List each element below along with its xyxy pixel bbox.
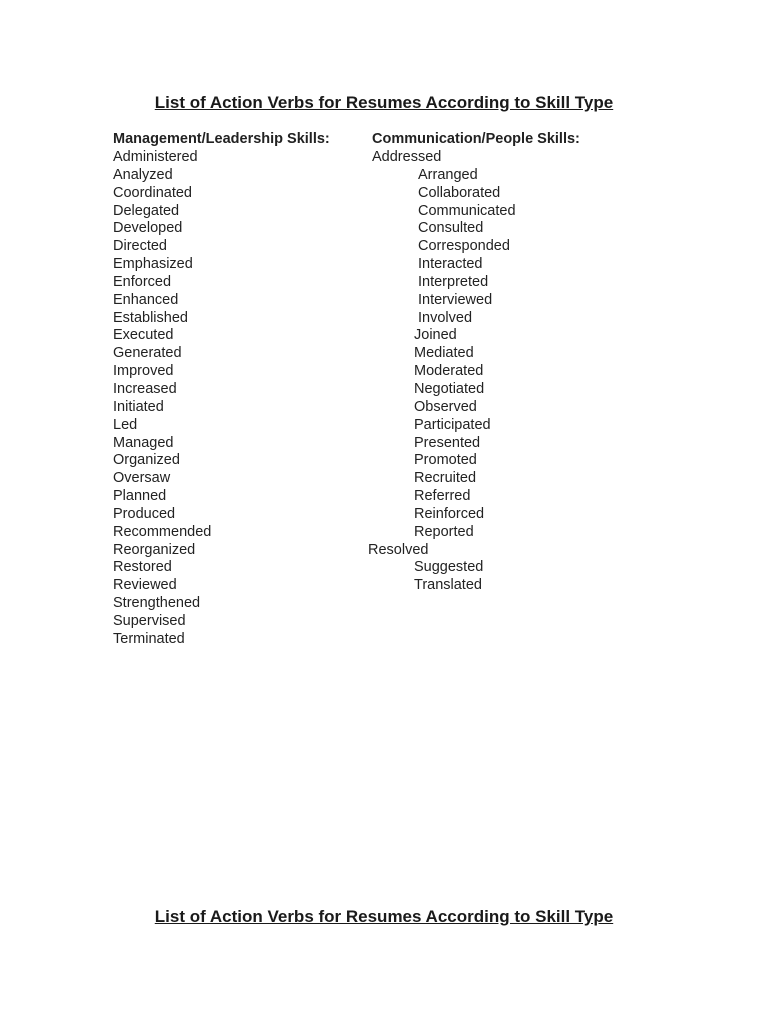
list-item: Administered: [113, 149, 198, 165]
list-item: Generated: [113, 345, 182, 362]
list-item: Resolved: [368, 541, 429, 558]
list-item: Developed: [113, 220, 183, 237]
management-verb-list: [113, 149, 330, 649]
list-item: Reinforced: [414, 505, 485, 522]
list-item: Led: [113, 416, 138, 433]
list-item: Interviewed: [418, 291, 493, 308]
list-item: Moderated: [414, 363, 484, 380]
list-item: Increased: [113, 380, 177, 397]
list-item: Coordinated: [113, 184, 192, 201]
list-item: Consulted: [418, 220, 484, 237]
list-item: Terminated: [113, 630, 185, 647]
list-item: Enhanced: [113, 291, 179, 308]
list-item: Translated: [414, 577, 482, 594]
list-item: Executed: [113, 327, 174, 344]
page-title-repeat: List of Action Verbs for Resumes According to Skill Type: [154, 907, 614, 926]
list-item: Involved: [418, 309, 473, 326]
list-item: Arranged: [418, 166, 478, 183]
list-item: Organized: [113, 452, 180, 469]
list-item: Corresponded: [418, 238, 510, 255]
list-item: Reviewed: [113, 577, 177, 594]
list-item: Recruited: [414, 470, 477, 487]
list-item: Planned: [113, 488, 167, 505]
management-skills-heading: Management/Leadership Skills:: [113, 131, 330, 147]
list-item: Mediated: [414, 345, 474, 362]
list-item: Enforced: [113, 273, 172, 290]
list-item: Observed: [414, 398, 477, 415]
list-item: Reorganized: [113, 541, 196, 558]
list-item: Managed: [113, 434, 174, 451]
list-item: Referred: [414, 488, 471, 505]
list-item: Promoted: [414, 452, 477, 469]
list-item: Negotiated: [414, 380, 485, 397]
list-item: Produced: [113, 505, 176, 522]
management-skills-column: [113, 130, 330, 649]
list-item: Communicated: [418, 202, 516, 219]
list-item: Interpreted: [418, 273, 489, 290]
communication-skills-heading: Communication/People Skills:: [372, 131, 580, 147]
list-item: Reported: [414, 523, 474, 540]
list-item: Oversaw: [113, 470, 171, 487]
list-item: Improved: [113, 363, 174, 380]
page-title: List of Action Verbs for Resumes According to Skill Type: [154, 93, 614, 112]
list-item: Strengthened: [113, 595, 201, 612]
list-item: Analyzed: [113, 166, 173, 183]
list-item: Collaborated: [418, 184, 501, 201]
list-item: Established: [113, 309, 188, 326]
list-item: Interacted: [418, 256, 483, 273]
list-item: Initiated: [113, 398, 164, 415]
list-item: Suggested: [414, 559, 484, 576]
list-item: Emphasized: [113, 256, 193, 273]
list-item: Supervised: [113, 612, 186, 629]
list-item: Participated: [414, 416, 491, 433]
list-item: Presented: [414, 434, 481, 451]
list-item: Joined: [414, 327, 457, 344]
list-item: Directed: [113, 238, 167, 255]
communication-skills-column: [368, 130, 668, 595]
list-item: Restored: [113, 559, 172, 576]
list-item: Delegated: [113, 202, 180, 219]
list-item: Recommended: [113, 523, 212, 540]
list-item: Addressed: [372, 149, 442, 165]
communication-verb-list: [368, 149, 668, 595]
